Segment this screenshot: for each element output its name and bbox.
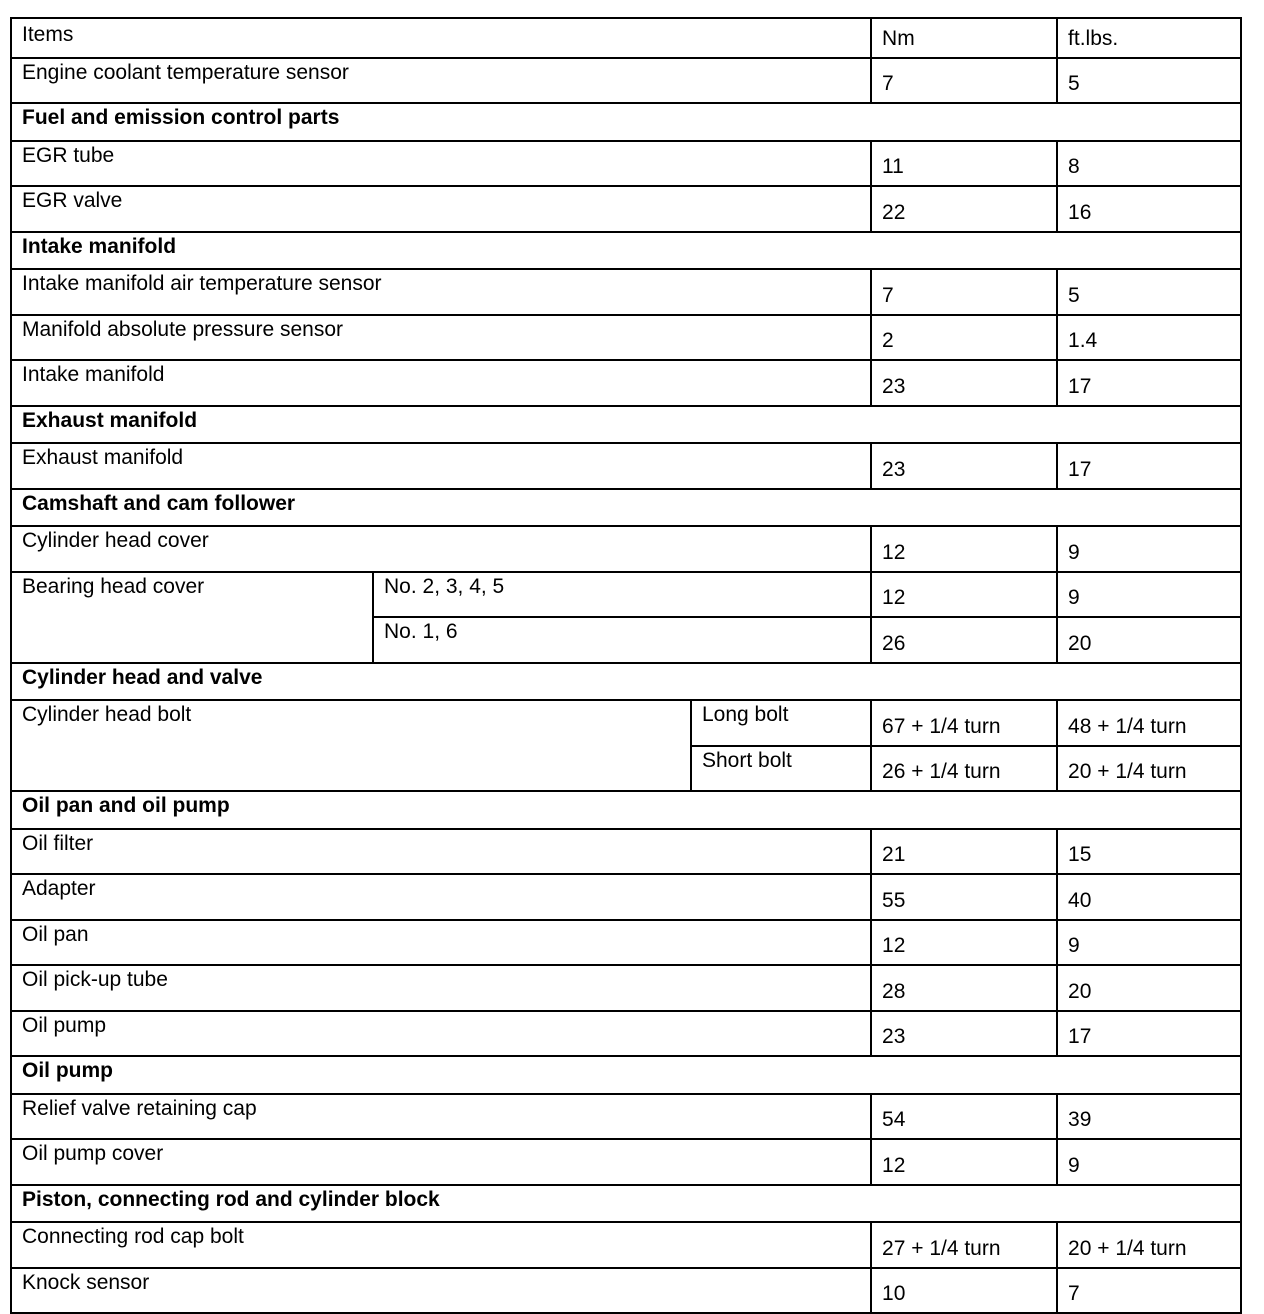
table-row xyxy=(11,315,1241,361)
nm-value: 28 xyxy=(871,965,1057,1011)
ftlbs-value: 5 xyxy=(1057,269,1241,315)
table-row xyxy=(11,1222,1241,1268)
section-row xyxy=(11,232,1241,270)
item-name: Oil pick-up tube xyxy=(11,965,871,1011)
header-items: Items xyxy=(11,18,871,58)
section-row xyxy=(11,406,1241,444)
table-row xyxy=(11,1094,1241,1140)
item-name: Connecting rod cap bolt xyxy=(11,1222,871,1268)
item-name: EGR tube xyxy=(11,141,871,187)
ftlbs-value: 17 xyxy=(1057,1011,1241,1057)
item-name: EGR valve xyxy=(11,186,871,232)
section-title: Piston, connecting rod and cylinder block xyxy=(11,1185,1241,1223)
table-row xyxy=(11,443,1241,489)
ftlbs-value: 1.4 xyxy=(1057,315,1241,361)
nm-value: 22 xyxy=(871,186,1057,232)
ftlbs-value: 5 xyxy=(1057,58,1241,104)
table-row xyxy=(11,920,1241,966)
ftlbs-value: 20 + 1/4 turn xyxy=(1057,746,1241,792)
section-row xyxy=(11,489,1241,527)
nm-value: 54 xyxy=(871,1094,1057,1140)
table-row xyxy=(11,58,1241,104)
ftlbs-value: 15 xyxy=(1057,829,1241,875)
sub-item-label: Short bolt xyxy=(691,746,871,792)
table-row xyxy=(11,526,1241,572)
section-title: Camshaft and cam follower xyxy=(11,489,1241,527)
ftlbs-value: 7 xyxy=(1057,1268,1241,1314)
item-name: Cylinder head bolt xyxy=(11,700,691,791)
item-name: Oil pump xyxy=(11,1011,871,1057)
sub-item-label: No. 1, 6 xyxy=(373,617,871,663)
nm-value: 12 xyxy=(871,526,1057,572)
table-row xyxy=(11,700,1241,746)
ftlbs-value: 39 xyxy=(1057,1094,1241,1140)
section-title: Intake manifold xyxy=(11,232,1241,270)
ftlbs-value: 20 + 1/4 turn xyxy=(1057,1222,1241,1268)
nm-value: 55 xyxy=(871,874,1057,920)
nm-value: 7 xyxy=(871,58,1057,104)
item-name: Intake manifold xyxy=(11,360,871,406)
item-name: Oil pump cover xyxy=(11,1139,871,1185)
item-name: Relief valve retaining cap xyxy=(11,1094,871,1140)
sub-item-label: No. 2, 3, 4, 5 xyxy=(373,572,871,618)
section-row xyxy=(11,1185,1241,1223)
nm-value: 12 xyxy=(871,572,1057,618)
section-title: Oil pan and oil pump xyxy=(11,791,1241,829)
section-row xyxy=(11,103,1241,141)
nm-value: 27 + 1/4 turn xyxy=(871,1222,1057,1268)
ftlbs-value: 9 xyxy=(1057,526,1241,572)
nm-value: 26 + 1/4 turn xyxy=(871,746,1057,792)
table-row xyxy=(11,572,1241,618)
nm-value: 67 + 1/4 turn xyxy=(871,700,1057,746)
torque-specification-table xyxy=(10,17,1242,1314)
item-name: Oil filter xyxy=(11,829,871,875)
nm-value: 12 xyxy=(871,1139,1057,1185)
section-row xyxy=(11,663,1241,701)
nm-value: 21 xyxy=(871,829,1057,875)
ftlbs-value: 9 xyxy=(1057,1139,1241,1185)
table-row xyxy=(11,874,1241,920)
item-name: Oil pan xyxy=(11,920,871,966)
nm-value: 12 xyxy=(871,920,1057,966)
item-name: Bearing head cover xyxy=(11,572,373,663)
item-name: Knock sensor xyxy=(11,1268,871,1314)
table-row xyxy=(11,1011,1241,1057)
nm-value: 10 xyxy=(871,1268,1057,1314)
ftlbs-value: 9 xyxy=(1057,920,1241,966)
sub-item-label: Long bolt xyxy=(691,700,871,746)
section-row xyxy=(11,791,1241,829)
nm-value: 23 xyxy=(871,1011,1057,1057)
section-title: Oil pump xyxy=(11,1056,1241,1094)
table-row xyxy=(11,1268,1241,1314)
section-title: Fuel and emission control parts xyxy=(11,103,1241,141)
item-name: Engine coolant temperature sensor xyxy=(11,58,871,104)
item-name: Cylinder head cover xyxy=(11,526,871,572)
item-name: Intake manifold air temperature sensor xyxy=(11,269,871,315)
section-title: Exhaust manifold xyxy=(11,406,1241,444)
ftlbs-value: 17 xyxy=(1057,360,1241,406)
ftlbs-value: 16 xyxy=(1057,186,1241,232)
ftlbs-value: 17 xyxy=(1057,443,1241,489)
nm-value: 23 xyxy=(871,360,1057,406)
item-name: Manifold absolute pressure sensor xyxy=(11,315,871,361)
item-name: Exhaust manifold xyxy=(11,443,871,489)
header-ftlbs: ft.lbs. xyxy=(1057,18,1241,58)
header-row xyxy=(11,18,1241,58)
table-row xyxy=(11,360,1241,406)
table-body xyxy=(11,18,1241,1313)
ftlbs-value: 8 xyxy=(1057,141,1241,187)
ftlbs-value: 20 xyxy=(1057,965,1241,1011)
section-row xyxy=(11,1056,1241,1094)
nm-value: 26 xyxy=(871,617,1057,663)
header-nm: Nm xyxy=(871,18,1057,58)
section-title: Cylinder head and valve xyxy=(11,663,1241,701)
ftlbs-value: 20 xyxy=(1057,617,1241,663)
nm-value: 23 xyxy=(871,443,1057,489)
ftlbs-value: 40 xyxy=(1057,874,1241,920)
table-row xyxy=(11,965,1241,1011)
ftlbs-value: 9 xyxy=(1057,572,1241,618)
item-name: Adapter xyxy=(11,874,871,920)
ftlbs-value: 48 + 1/4 turn xyxy=(1057,700,1241,746)
nm-value: 11 xyxy=(871,141,1057,187)
table-row xyxy=(11,269,1241,315)
nm-value: 7 xyxy=(871,269,1057,315)
nm-value: 2 xyxy=(871,315,1057,361)
table-row xyxy=(11,186,1241,232)
table-row xyxy=(11,141,1241,187)
table-row xyxy=(11,1139,1241,1185)
table-row xyxy=(11,829,1241,875)
